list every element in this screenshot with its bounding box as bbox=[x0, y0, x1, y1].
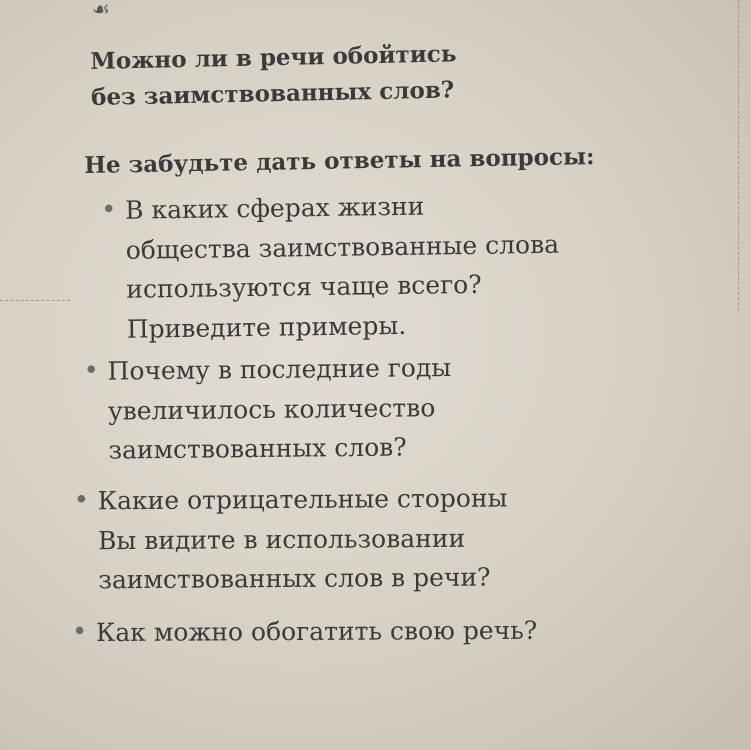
bullet-icon: • bbox=[83, 355, 100, 386]
question-3-line-1: Какие отрицательные стороны bbox=[97, 483, 508, 516]
question-3-line-2: Вы видите в использовании bbox=[97, 523, 466, 555]
question-1-line-4: Приведите примеры. bbox=[126, 310, 407, 344]
question-2-line-2: увеличилось количество bbox=[107, 392, 436, 426]
bullet-icon: • bbox=[73, 485, 90, 516]
bullet-icon: • bbox=[71, 617, 88, 648]
question-2-line-3: заимствованных слов? bbox=[108, 432, 407, 465]
owl-illustration-icon: ☙ bbox=[92, 0, 110, 21]
question-item-4 bbox=[60, 611, 537, 653]
question-item-3 bbox=[62, 478, 509, 600]
question-item-1 bbox=[89, 185, 561, 350]
instructions-heading: Не забудьте дать ответы на вопросы: bbox=[84, 143, 595, 179]
heading-line-1: Можно ли в речи обойтись bbox=[90, 40, 457, 75]
bullet-icon: • bbox=[100, 194, 117, 226]
section-heading bbox=[90, 36, 458, 116]
dashed-fold-line-vertical bbox=[738, 0, 739, 310]
question-2-line-1: Почему в последние годы bbox=[107, 353, 452, 386]
heading-line-2: без заимствованных слов? bbox=[90, 76, 455, 111]
question-item-2 bbox=[71, 348, 452, 470]
question-1-line-2: общества заимствованные слова bbox=[125, 229, 560, 265]
question-3-line-3: заимствованных слов в речи? bbox=[98, 562, 491, 595]
question-1-line-1: В каких сферах жизни bbox=[124, 191, 425, 225]
dashed-fold-line-horizontal bbox=[0, 300, 70, 301]
question-1-line-3: используются чаще всего? bbox=[126, 269, 482, 304]
question-4-line-1: Как можно обогатить свою речь? bbox=[95, 615, 538, 648]
